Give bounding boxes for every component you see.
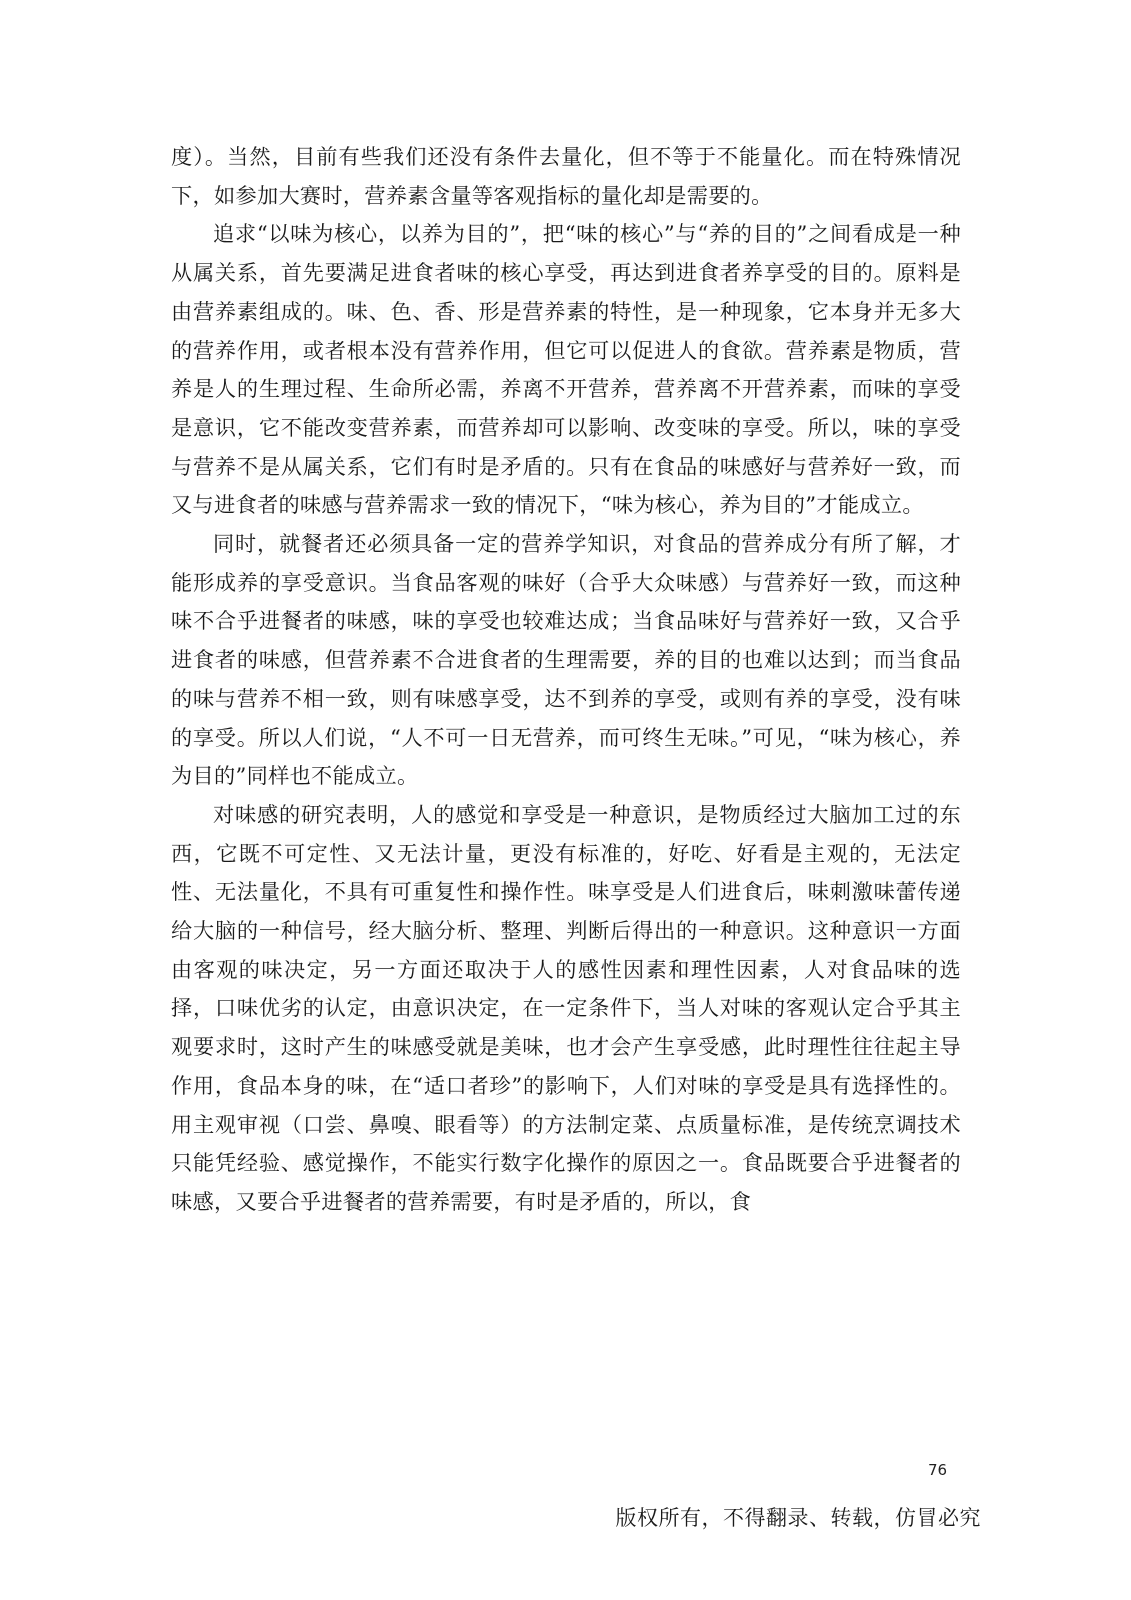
copyright-notice: 版权所有，不得翻录、转载，仿冒必究 [615,1506,981,1530]
page-number: 76 [928,1461,948,1479]
paragraph-4: 对味感的研究表明，人的感觉和享受是一种意识，是物质经过大脑加工过的东西，它既不可定性、又无法计量，更没有标准的，好吃、好看是主观的，无法定性、无法量化，不具有可重复性和操作性。味享受是人们进食后，味刺激味蕾传递给大脑的一种信号，经大脑分析、整理、判断后得出的一种意识。这种意识一方面由客观的味决定，另一方面还取决于人的感性因素和理性因素，人对食品味的选择，口味优劣的认定，由意识决定，在一定条件下，当人对味的客观认定合乎其主观要求时，这时产生的味感受就是美味，也才会产生享受感，此时理性往往起主导作用，食品本身的味，在“适口者珍”的影响下，人们对味的享受是具有选择性的。用主观审视（口尝、鼻嗅、眼看等）的方法制定菜、点质量标准，是传统烹调技术只能凭经验、感觉操作，不能实行数字化操作的原因之一。食品既要合乎进餐者的味感，又要合乎进餐者的营养需要，有时是矛盾的，所以，食 [171,801,961,1214]
paragraph-continued: 度）。当然，目前有些我们还没有条件去量化，但不等于不能量化。而在特殊情况下，如参加大赛时，营养素含量等客观指标的量化却是需要的。 [171,144,961,208]
body-text [171,138,961,1222]
paragraph-2: 追求“以味为核心，以养为目的”，把“味的核心”与“养的目的”之间看成是一种从属关系，首先要满足进食者味的核心享受，再达到进食者养享受的目的。原料是由营养素组成的。味、色、香、形是营养素的特性，是一种现象，它本身并无多大的营养作用，或者根本没有营养作用，但它可以促进人的食欲。营养素是物质，营养是人的生理过程、生命所必需，养离不开营养，营养离不开营养素，而味的享受是意识，它不能改变营养素，而营养却可以影响、改变味的享受。所以，味的享受与营养不是从属关系，它们有时是矛盾的。只有在食品的味感好与营养好一致，而又与进食者的味感与营养需求一致的情况下，“味为核心，养为目的”才能成立。 [171,221,961,518]
paragraph-3: 同时，就餐者还必须具备一定的营养学知识，对食品的营养成分有所了解，才能形成养的享受意识。当食品客观的味好（合乎大众味感）与营养好一致，而这种味不合乎进餐者的味感，味的享受也较难达成；当食品味好与营养好一致，又合乎进食者的味感，但营养素不合进食者的生理需要，养的目的也难以达到；而当食品的味与营养不相一致，则有味感享受，达不到养的享受，或则有养的享受，没有味的享受。所以人们说，“人不可一日无营养，而可终生无味。”可见，“味为核心，养为目的”同样也不能成立。 [171,531,961,789]
